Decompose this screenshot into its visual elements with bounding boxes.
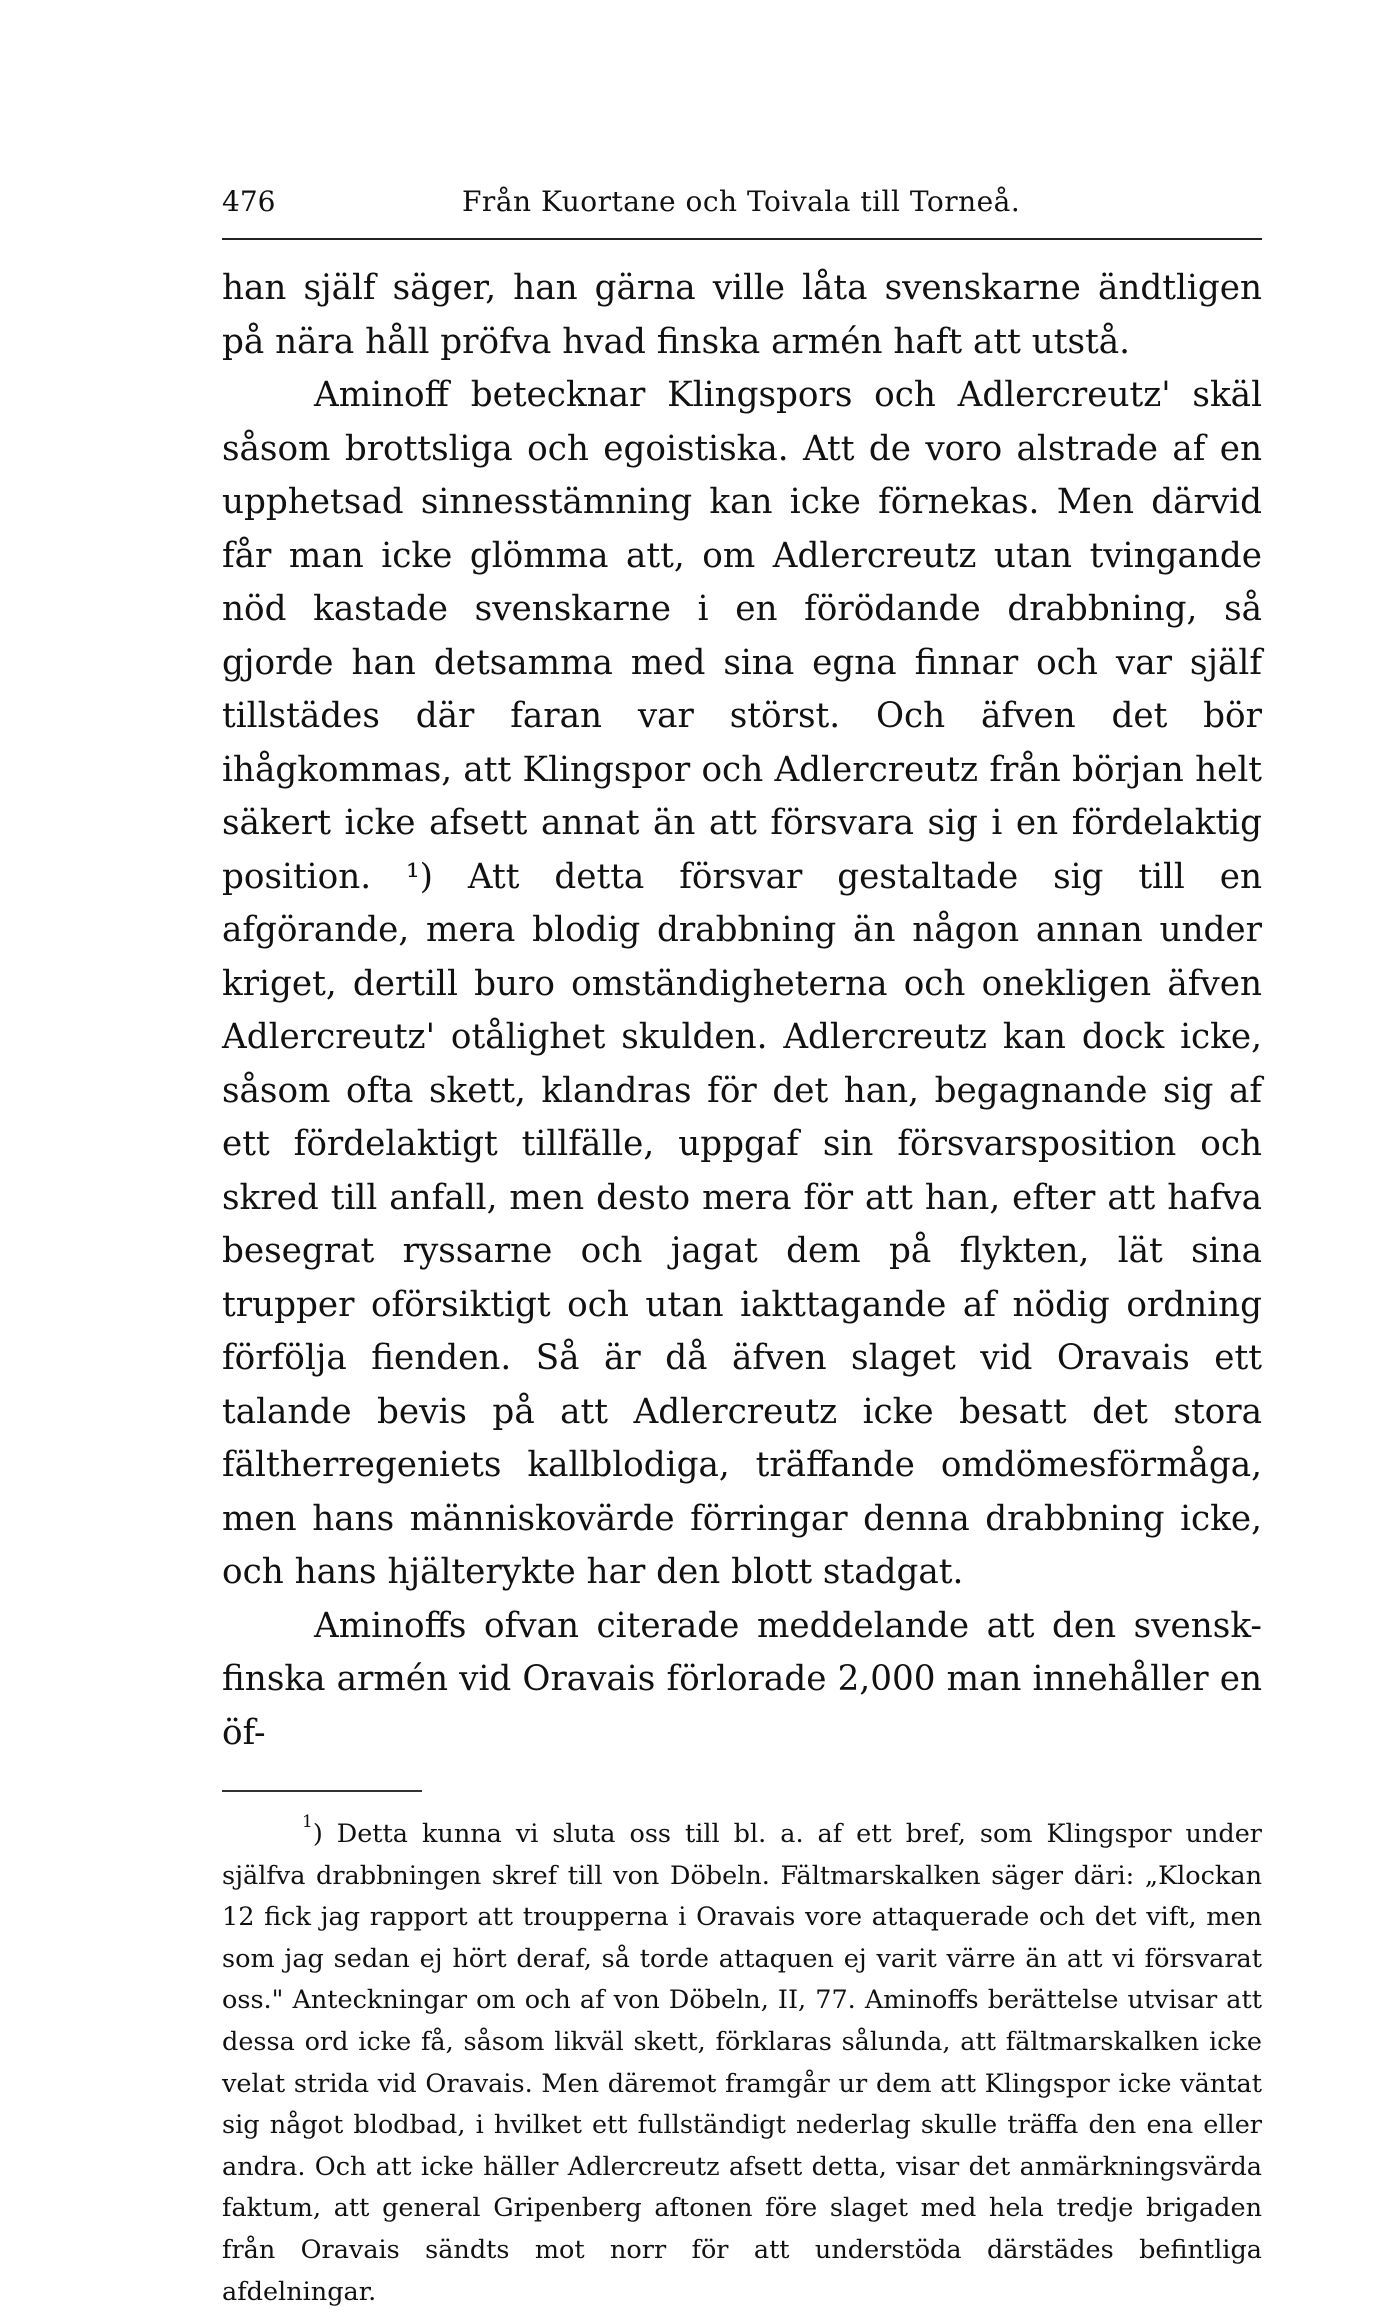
body-text [222, 262, 1262, 1760]
running-head [222, 180, 1262, 224]
page-number: 476 [222, 185, 276, 218]
paragraph: Aminoffs ofvan citerade meddelande att den svensk-finska armén vid Oravais förlorade 2,000 man innehåller en öf- [222, 1605, 1262, 1753]
footnote-marker: 1 [302, 1812, 313, 1832]
running-title: Från Kuortane och Toivala till Torneå. [462, 185, 1021, 218]
paragraph: Aminoff betecknar Klingspors och Adlercreutz' skäl såsom brottsliga och egoistiska. Att de voro alstrade af en upphetsad sinnesstämning kan icke förnekas. Men därvid får man icke glömma att, om Adlercreutz utan tvingande nöd kastade svenskarne i en förödande drabbning, så gjorde han detsamma med sina egna finnar och var själf tillstädes där faran var störst. Och äfven det bör ihågkommas, att Klingspor och Adlercreutz från början helt säkert icke afsett annat än att försvara sig i en fördelaktig position. ¹) Att detta försvar gestaltade sig till en afgörande, mera blodig drabbning än någon annan under kriget, dertill buro omständigheterna och onekligen äfven Adlercreutz' otålighet skulden. Adlercreutz kan dock icke, såsom ofta skett, klandras för det han, begagnande sig af ett fördelaktigt tillfälle, uppgaf sin försvarsposition och skred till anfall, men desto mera för att han, efter att hafva besegrat ryssarne och jagat dem på flykten, lät sina trupper oförsiktigt och utan iakttagande af nödig ordning förfölja fienden. Så är då äfven slaget vid Oravais ett talande bevis på att Adlercreutz icke besatt det stora fältherregeniets kallblodiga, träffande omdömesförmåga, men hans människovärde förringar denna drabbning icke, och hans hjälterykte har den blott stadgat. [222, 375, 1262, 1592]
footnote [222, 1814, 1262, 2313]
footnote-text: ) Detta kunna vi sluta oss till bl. a. af ett bref, som Klingspor under själfva drabbningen skref till von Döbeln. Fältmarskalken säger däri: „Klockan 12 fick jag rapport att trouppernа i Oravais vore attaquerade och det vift, men som jag sedan ej hört deraf, så torde attaquen ej varit värre än att vi försvarat oss." Anteckningar om och af von Döbeln, II, 77. Aminoffs berättelse utvisar att dessa ord icke få, såsom likväl skett, förklaras sålunda, att fältmarskalken icke velat strida vid Oravais. Men däremot framgår ur dem att Klingspor icke väntat sig något blodbad, i hvilket ett fullständigt nederlag skulle träffa den ena eller andra. Och att icke häller Adlercreutz afsett detta, visar det anmärkningsvärda faktum, att general Gripenberg aftonen före slaget med hela tredje brigaden från Oravais sändts mot norr för att understöda därstädes befintliga afdelningar. [222, 1819, 1262, 2307]
book-page [222, 180, 1262, 2313]
footnote-rule [222, 1790, 422, 1792]
paragraph: han själf säger, han gärna ville låta svenskarne ändtligen på nära håll pröfva hvad finska armén haft att utstå. [222, 268, 1262, 362]
header-rule [222, 238, 1262, 240]
